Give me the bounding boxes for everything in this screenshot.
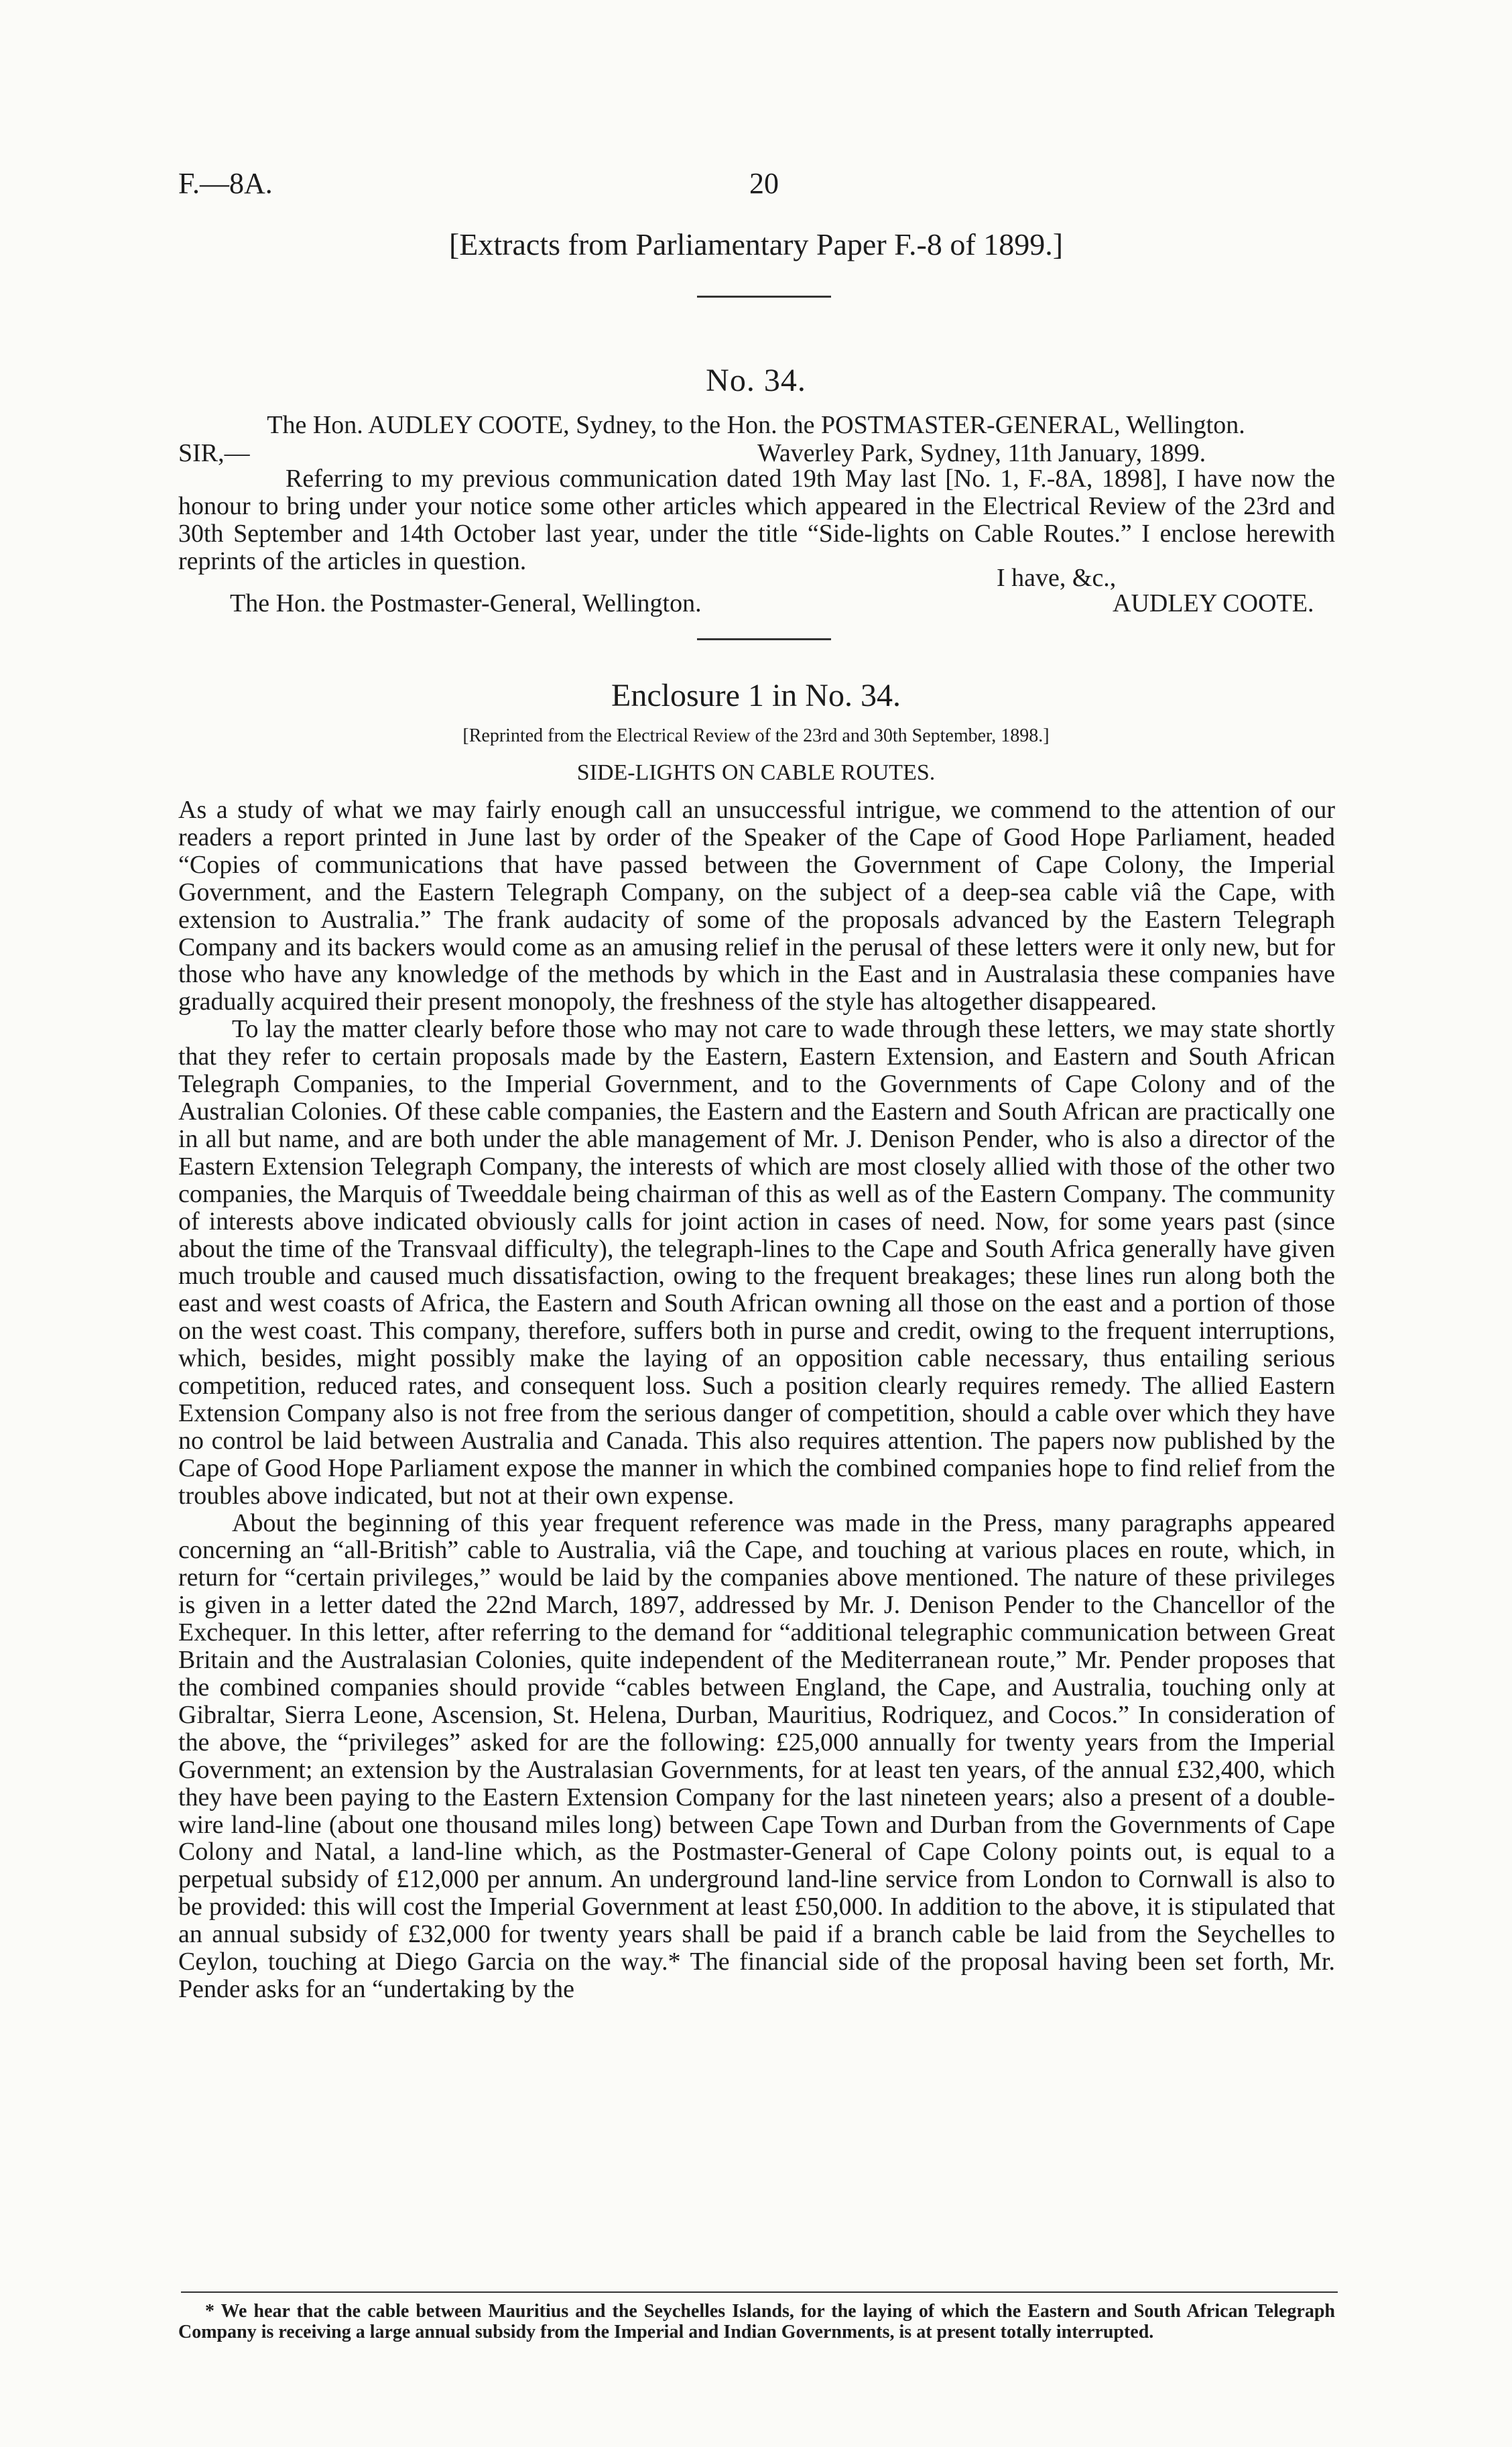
article-body — [178, 796, 1335, 2003]
letter-signature: AUDLEY COOTE. — [1113, 589, 1314, 617]
salutation: SIR,— — [178, 439, 250, 467]
divider-rule — [697, 296, 831, 298]
running-head-reference: F.—8A. — [178, 167, 273, 200]
letter-address-line: The Hon. AUDLEY COOTE, Sydney, to the Hon. the POSTMASTER-GENERAL, Wellington. — [267, 411, 1245, 439]
article-subtitle: SIDE-LIGHTS ON CABLE ROUTES. — [576, 760, 936, 785]
letter-closing: I have, &c., — [997, 564, 1117, 592]
enclosure-title: Enclosure 1 in No. 34. — [611, 678, 901, 713]
article-paragraph: About the beginning of this year frequent reference was made in the Press, many paragraphs appeared concerning an “all-British” cable to Australia, viâ the Cape, and touching at various places en route, which, in return for “certain privileges,” would be laid by the companies above mentioned. The nature of these privileges is given in a letter dated the 22nd March, 1897, addressed by Mr. J. Denison Pender to the Chancellor of the Exchequer. In this letter, after referring to the demand for “additional telegraphic communication between Great Britain and the Australasian Colonies, quite independent of the Mediterranean route,” Mr. Pender proposes that the combined companies should provide “cables between England, the Cape, and Australia, touching only at Gibraltar, Sierra Leone, Ascension, St. Helena, Durban, Mauritius, Rodriquez, and Cocos.” In consideration of the above, the “privileges” asked for are the following: £25,000 annually for twenty years from the Imperial Government; an extension by the Australasian Governments, for at least ten years, of the annual £32,400, which they have been paying to the Eastern Extension Company for the last nineteen years; also a present of a double-wire land-line (about one thousand miles long) between Cape Town and Durban from the Governments of Cape Colony and Natal, a land-line which, as the Postmaster-General of Cape Colony points out, is equal to a perpetual subsidy of £12,000 per annum. An underground land-line service from London to Cornwall is also to be provided: this will cost the Imperial Government at least £50,000. In addition to the above, it is stipulated that an annual subsidy of £32,000 for twenty years shall be paid if a branch cable be laid from the Seychelles to Ceylon, touching at Diego Garcia on the way.* The financial side of the proposal having been set forth, Mr. Pender asks for an “undertaking by the — [178, 1508, 1335, 2003]
footnote — [178, 2301, 1335, 2342]
page-number: 20 — [749, 167, 779, 200]
article-paragraph: To lay the matter clearly before those who may not care to wade through these letters, we may state shortly that they refer to certain proposals made by the Eastern, Eastern Extension, and Eastern and South African Telegraph Companies, to the Imperial Government, and to the Governments of Cape Colony and of the Australian Colonies. Of these cable companies, the Eastern and the Eastern and South African are practically one in all but name, and are both under the able management of Mr. J. Denison Pender, who is also a director of the Eastern Extension Telegraph Company, the interests of which are most closely allied with those of the other two companies, the Marquis of Tweeddale being chairman of this as well as of the Eastern Company. The community of interests above indicated obviously calls for joint action in cases of need. Now, for some years past (since about the time of the Transvaal difficulty), the telegraph-lines to the Cape and South Africa generally have given much trouble and caused much dissatisfaction, owing to the frequent breakages; these lines run along both the east and west coasts of Africa, the Eastern and South African owning all those on the east and a portion of those on the west coast. This company, therefore, suffers both in purse and credit, owing to the frequent interruptions, which, besides, might possibly make the laying of an opposition cable necessary, thus entailing serious competition, reduced rates, and consequent loss. Such a position clearly requires remedy. The allied Eastern Extension Company also is not free from the serious danger of competition, should a cable over which they have no control be laid between Australia and Canada. This also requires attention. The papers now published by the Cape of Good Hope Parliament expose the manner in which the combined companies hope to find relief from the troubles above indicated, but not at their own expense. — [178, 1015, 1335, 1510]
footnote-rule — [181, 2291, 1338, 2293]
letter-body: Referring to my previous communication dated 19th May last [No. 1, F.-8A, 1898], I have now the honour to bring under your notice some other articles which appeared in the Electrical Review of the 23rd and 30th September and 14th October last year, under the title “Side-lights on Cable Routes.” I enclose herewith reprints of the articles in question. — [178, 465, 1335, 575]
letter-number: No. 34. — [706, 363, 806, 398]
letter-addressee: The Hon. the Postmaster-General, Wellington. — [230, 589, 702, 617]
extracts-heading: [Extracts from Parliamentary Paper F.-8 of 1899.] — [448, 227, 1064, 261]
reprint-note: [Reprinted from the Electrical Review of the 23rd and 30th September, 1898.] — [462, 725, 1050, 746]
dateline: Waverley Park, Sydney, 11th January, 1899. — [757, 439, 1206, 467]
divider-rule — [697, 638, 831, 640]
article-paragraph: As a study of what we may fairly enough call an unsuccessful intrigue, we commend to the attention of our readers a report printed in June last by order of the Speaker of the Cape of Good Hope Parliament, headed “Copies of communications that have passed between the Government of Cape Colony, the Imperial Government, and the Eastern Telegraph Company, on the subject of a deep-sea cable viâ the Cape, with extension to Australia.” The frank audacity of some of the proposals advanced by the Eastern Telegraph Company and its backers would come as an amusing relief in the perusal of these letters were it only new, but for those who have any knowledge of the methods by which in the East and in Australasia these companies have gradually acquired their present monopoly, the freshness of the style has altogether disappeared. — [178, 796, 1335, 1016]
footnote-text: * We hear that the cable between Mauritius and the Seychelles Islands, for the laying of which the Eastern and South African Telegraph Company is receiving a large annual subsidy from the Imperial and Indian Governments, is at present totally interrupted. — [178, 2301, 1335, 2342]
